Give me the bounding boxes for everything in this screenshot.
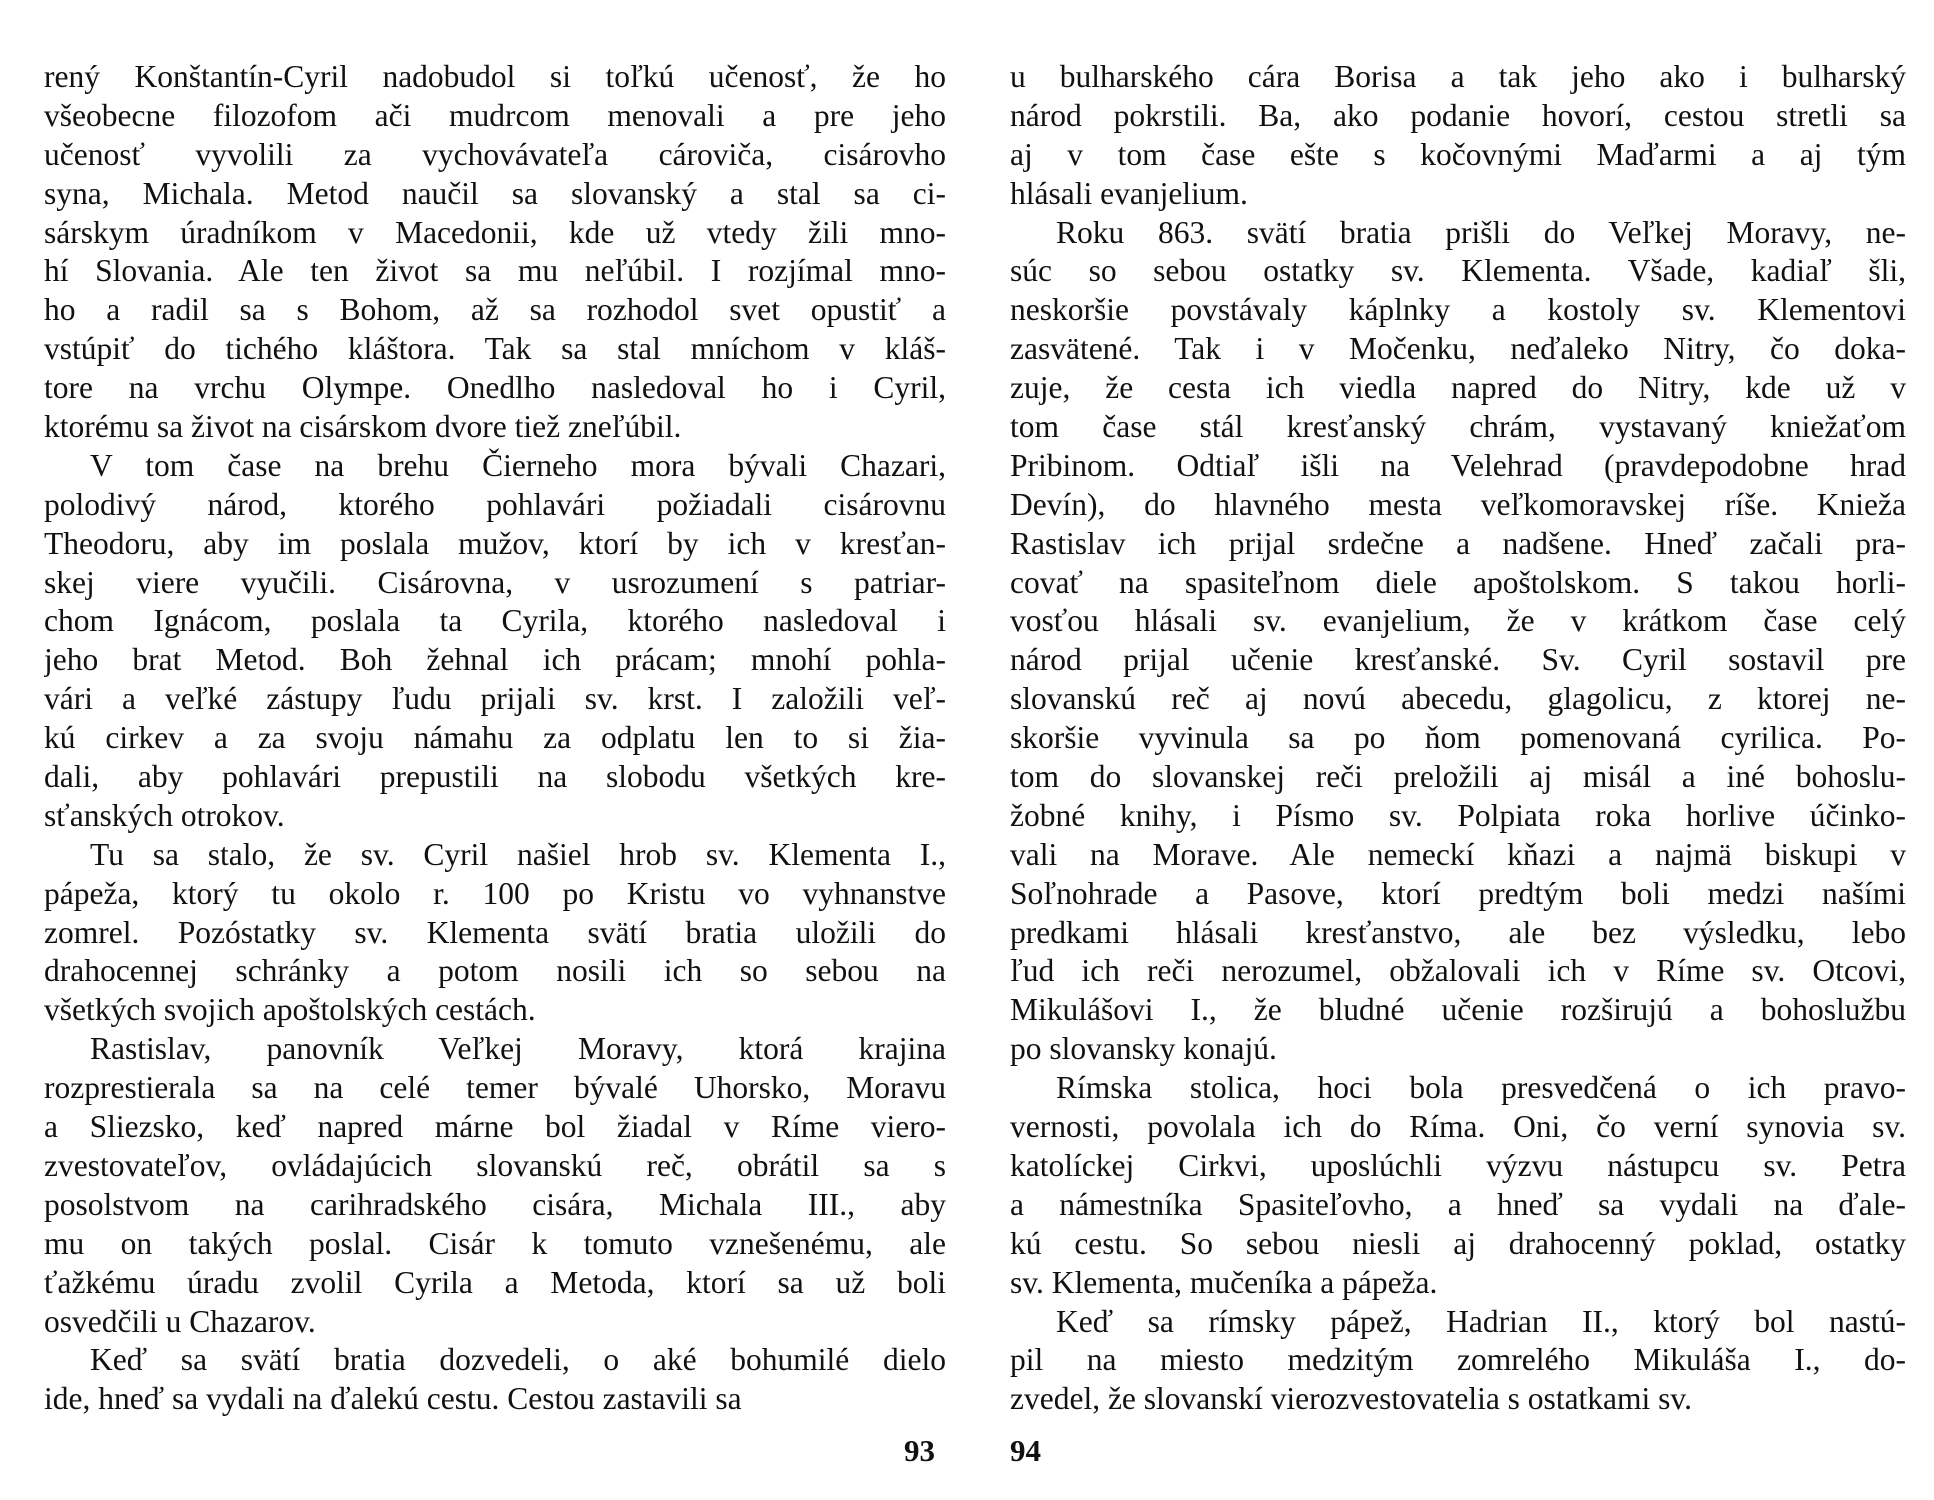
text-line: syna, Michala. Metod naučil sa slovanský a stal sa ci- <box>44 175 946 211</box>
text-line: ktorému sa život na cisárskom dvore tiež zneľúbil. <box>44 409 682 445</box>
text-line: predkami hlásali kresťanstvo, ale bez výsledku, lebo <box>1010 914 1906 950</box>
text-line: po slovansky konajú. <box>1010 1031 1277 1067</box>
text-line: Rastislav ich prijal srdečne a nadšene. Hneď začali pra- <box>1010 525 1906 561</box>
text-line: chom Ignácom, poslala ta Cyrila, ktorého nasledoval i <box>44 603 946 639</box>
text-line: pil na miesto medzitým zomrelého Mikuláša I., do- <box>1010 1342 1906 1378</box>
text-line: Roku 863. svätí bratia prišli do Veľkej Moravy, ne- <box>1056 214 1906 250</box>
text-line: Pribinom. Odtiaľ išli na Velehrad (pravdepodobne hrad <box>1010 447 1906 483</box>
text-line: skej viere vyučili. Cisárovna, v usrozumení s patriar- <box>44 564 946 600</box>
text-line: všeobecne filozofom ači mudrcom menovali a pre jeho <box>44 97 946 133</box>
text-line: učenosť vyvolili za vychovávateľa cároviča, cisárovho <box>44 136 946 172</box>
text-line: rený Konštantín-Cyril nadobudol si toľkú učenosť, že ho <box>44 59 946 94</box>
text-line: Soľnohrade a Pasove, ktorí predtým boli medzi našími <box>1010 875 1906 911</box>
text-line: pápeža, ktorý tu okolo r. 100 po Kristu vo vyhnanstve <box>44 875 946 911</box>
right-page-text <box>1010 58 1906 1419</box>
text-line: Theodoru, aby im poslala mužov, ktorí by ich v kresťan- <box>44 525 946 561</box>
text-line: ľud ich reči nerozumel, obžalovali ich v Ríme sv. Otcovi, <box>1010 953 1906 989</box>
text-line: Rímska stolica, hoci bola presvedčená o ich pravo- <box>1056 1070 1906 1106</box>
text-line: Devín), do hlavného mesta veľkomoravskej ríše. Knieža <box>1010 486 1906 522</box>
text-line: jeho brat Metod. Boh žehnal ich prácam; mnohí pohla- <box>44 642 946 678</box>
text-line: neskoršie povstávaly káplnky a kostoly sv. Klementovi <box>1010 292 1906 328</box>
text-line: skoršie vyvinula sa po ňom pomenovaná cyrilica. Po- <box>1010 720 1906 756</box>
text-line: drahocennej schránky a potom nosili ich so sebou na <box>44 953 946 989</box>
text-line: Rastislav, panovník Veľkej Moravy, ktorá krajina <box>90 1031 946 1067</box>
text-line: vali na Morave. Ale nemeckí kňazi a najmä biskupi v <box>1010 836 1906 872</box>
text-line: ťažkému úradu zvolil Cyrila a Metoda, ktorí sa už boli <box>44 1264 946 1300</box>
left-page-number: 93 <box>904 1433 935 1468</box>
text-line: národ pokrstili. Ba, ako podanie hovorí, cestou stretli sa <box>1010 97 1906 133</box>
right-page-number: 94 <box>1010 1433 1041 1468</box>
left-page-text <box>44 58 946 1419</box>
text-line: a Sliezsko, keď napred márne bol žiadal v Ríme viero- <box>44 1109 946 1145</box>
text-line: slovanskú reč aj novú abecedu, glagolicu, z ktorej ne- <box>1010 681 1906 717</box>
text-line: hí Slovania. Ale ten život sa mu neľúbil. I rozjímal mno- <box>44 253 946 289</box>
text-line: V tom čase na brehu Čierneho mora bývali Chazari, <box>90 447 946 483</box>
text-line: Keď sa svätí bratia dozvedeli, o aké bohumilé dielo <box>90 1342 946 1378</box>
text-line: vosťou hlásali sv. evanjelium, že v krátkom čase celý <box>1010 603 1906 639</box>
text-line: covať na spasiteľnom diele apoštolskom. S takou horli- <box>1010 564 1906 600</box>
text-line: zvedel, že slovanskí vierozvestovatelia s ostatkami sv. <box>1010 1381 1693 1417</box>
text-line: súc so sebou ostatky sv. Klementa. Všade, kadiaľ šli, <box>1010 253 1906 289</box>
text-line: zomrel. Pozóstatky sv. Klementa svätí bratia uložili do <box>44 914 946 950</box>
text-line: tom čase stál kresťanský chrám, vystavaný kniežaťom <box>1010 409 1906 445</box>
text-line: tom do slovanskej reči preložili aj misál a iné bohoslu- <box>1010 759 1906 795</box>
text-line: kú cestu. So sebou niesli aj drahocenný poklad, ostatky <box>1010 1225 1906 1261</box>
text-line: hlásali evanjelium. <box>1010 175 1248 211</box>
text-line: vári a veľké zástupy ľudu prijali sv. krst. I založili veľ- <box>44 681 946 717</box>
text-line: dali, aby pohlavári prepustili na slobodu všetkých kre- <box>44 759 946 795</box>
text-line: mu on takých poslal. Cisár k tomuto vznešenému, ale <box>44 1225 946 1261</box>
text-line: aj v tom čase ešte s kočovnými Maďarmi a aj tým <box>1010 136 1906 172</box>
text-line: vernosti, povolala ich do Ríma. Oni, čo verní synovia sv. <box>1010 1109 1906 1145</box>
text-line: Keď sa rímsky pápež, Hadrian II., ktorý bol nastú- <box>1056 1303 1906 1339</box>
text-line: zasvätené. Tak i v Močenku, neďaleko Nitry, čo doka- <box>1010 331 1906 367</box>
text-line: zuje, že cesta ich viedla napred do Nitry, kde už v <box>1010 370 1906 406</box>
text-line: všetkých svojich apoštolských cestách. <box>44 992 536 1028</box>
text-line: ide, hneď sa vydali na ďalekú cestu. Cestou zastavili sa <box>44 1381 742 1417</box>
text-line: a námestníka Spasiteľovho, a hneď sa vydali na ďale- <box>1010 1186 1906 1222</box>
text-line: zvestovateľov, ovládajúcich slovanskú reč, obrátil sa s <box>44 1147 946 1183</box>
text-line: katolíckej Cirkvi, uposlúchli výzvu nástupcu sv. Petra <box>1010 1147 1906 1183</box>
text-line: vstúpiť do tichého kláštora. Tak sa stal mníchom v kláš- <box>44 331 946 367</box>
text-line: sťanských otrokov. <box>44 797 285 833</box>
text-line: národ prijal učenie kresťanské. Sv. Cyril sostavil pre <box>1010 642 1906 678</box>
text-line: u bulharského cára Borisa a tak jeho ako i bulharský <box>1010 59 1906 94</box>
text-line: polodivý národ, ktorého pohlavári požiadali cisárovnu <box>44 486 946 522</box>
text-line: Tu sa stalo, že sv. Cyril našiel hrob sv. Klementa I., <box>90 836 946 872</box>
text-line: sárskym úradníkom v Macedonii, kde už vtedy žili mno- <box>44 214 946 250</box>
text-line: osvedčili u Chazarov. <box>44 1303 316 1339</box>
text-line: sv. Klementa, mučeníka a pápeža. <box>1010 1264 1438 1300</box>
text-line: posolstvom na carihradského cisára, Michala III., aby <box>44 1186 946 1222</box>
text-line: tore na vrchu Olympe. Onedlho nasledoval ho i Cyril, <box>44 370 946 406</box>
text-line: Mikulášovi I., že bludné učenie rozširujú a bohoslužbu <box>1010 992 1906 1028</box>
text-line: žobné knihy, i Písmo sv. Polpiata roka horlive účinko- <box>1010 797 1906 833</box>
text-line: ho a radil sa s Bohom, až sa rozhodol svet opustiť a <box>44 292 946 328</box>
text-line: rozprestierala sa na celé temer bývalé Uhorsko, Moravu <box>44 1070 946 1106</box>
text-line: kú cirkev a za svoju námahu za odplatu len to si žia- <box>44 720 946 756</box>
